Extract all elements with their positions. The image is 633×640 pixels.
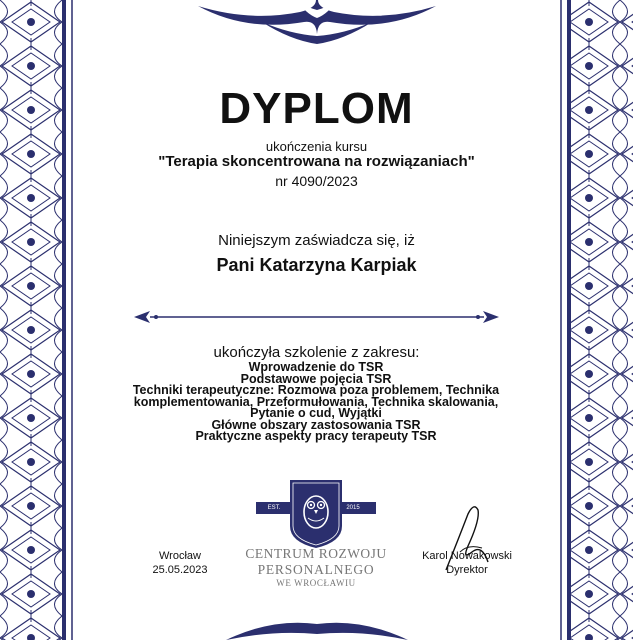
topic-item: Pytanie o cud, Wyjątki (250, 406, 382, 420)
issue-place: Wrocław (159, 550, 201, 562)
logo-text-line3: WE WROCŁAWIU (276, 578, 356, 588)
logo-year: 2015 (346, 505, 360, 511)
topics-list (116, 362, 516, 443)
logo-text-line2: PERSONALNEGO (257, 562, 375, 577)
diploma-subtitle: ukończenia kursu (265, 139, 368, 154)
recipient-name: Pani Katarzyna Karpiak (216, 255, 417, 275)
topic-item: Podstawowe pojęcia TSR (240, 371, 392, 386)
completed-text: ukończyła szkolenie z zakresu: (213, 344, 420, 361)
diploma-title: DYPLOM (219, 84, 414, 133)
issue-date: 25.05.2023 (152, 564, 208, 576)
logo-text-line1: CENTRUM ROZWOJU (245, 546, 387, 561)
certificate-number: nr 4090/2023 (275, 173, 358, 189)
topic-item: komplementowania, Przeformułowania, Technika skalowania, (133, 394, 499, 409)
topic-item: Wprowadzenie do TSR (248, 360, 384, 374)
signer-name: Karol Nowakowski (422, 550, 512, 562)
signer-role: Dyrektor (446, 564, 488, 576)
certify-text: Niniejszym zaświadcza się, iż (218, 232, 415, 249)
topic-item: Praktyczne aspekty pracy terapeuty TSR (195, 429, 437, 443)
logo-est-label: EST. (267, 505, 281, 511)
course-name: "Terapia skoncentrowana na rozwiązaniach" (158, 153, 475, 170)
topic-item: Główne obszary zastosowania TSR (211, 417, 421, 432)
topic-item: Techniki terapeutyczne: Rozmowa poza problemem, Technika (132, 383, 500, 397)
